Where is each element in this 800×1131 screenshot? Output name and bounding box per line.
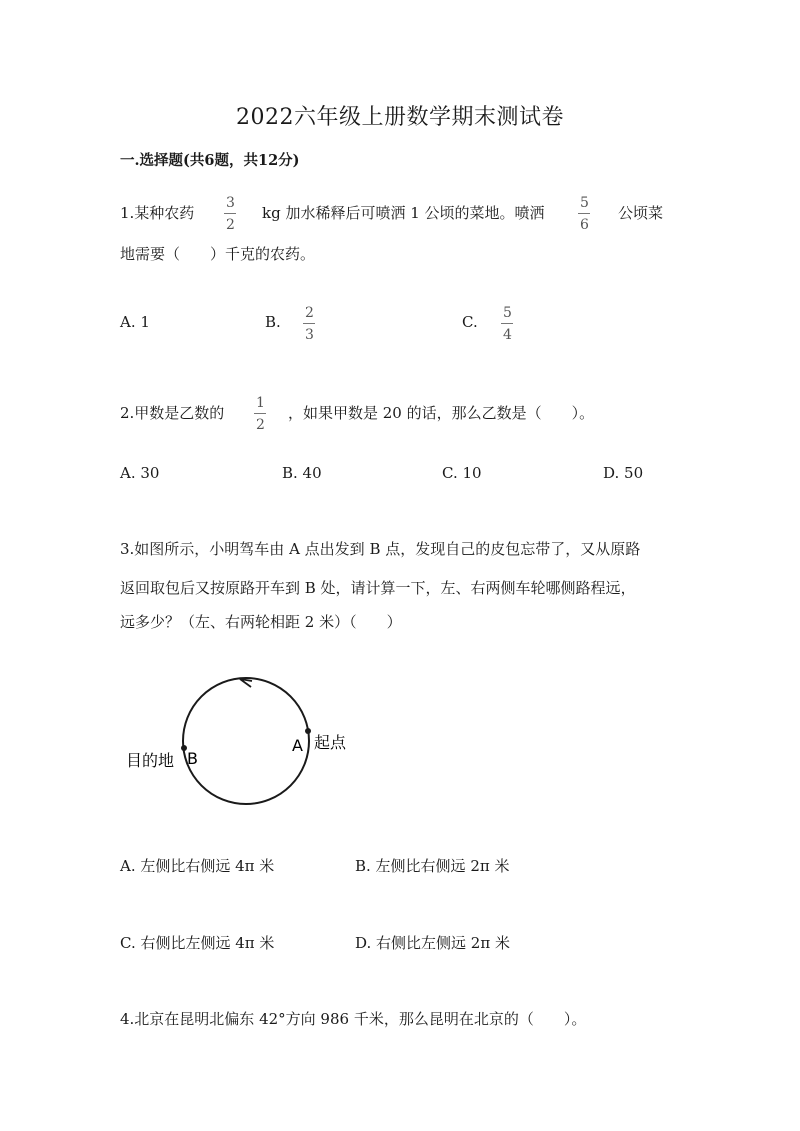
q1-text-line2: 地需要（ ）千克的农药。 (120, 245, 316, 263)
q1-fraction-1 (224, 196, 237, 232)
q1-optb-denominator: 3 (305, 327, 314, 343)
q1-text-part2: kg 加水稀释后可喷洒 1 公顷的菜地。喷洒 (262, 204, 545, 222)
q3-option-c[interactable]: C. 右侧比左侧远 4π 米 (120, 934, 275, 952)
q3-text-line2: 返回取包后又按原路开车到 B 处，请计算一下，左、右两侧车轮哪侧路程远， (120, 579, 636, 597)
circle-route (183, 678, 309, 804)
q1-frac1-denominator: 2 (226, 217, 235, 233)
q1-option-b-fraction (303, 306, 316, 342)
q3-option-b[interactable]: B. 左侧比右侧远 2π 米 (355, 857, 510, 875)
q4-text-line1: 4.北京在昆明北偏东 42°方向 986 千米，那么昆明在北京的（ ）。 (120, 1010, 587, 1028)
direction-arrow-icon (240, 679, 252, 687)
q1-option-c[interactable]: C. (462, 313, 478, 331)
q1-optc-numerator: 5 (503, 305, 512, 321)
q2-option-b[interactable]: B. 40 (282, 464, 322, 482)
q3-option-a[interactable]: A. 左侧比右侧远 4π 米 (120, 857, 275, 875)
q2-fraction (254, 396, 267, 432)
q2-frac-denominator: 2 (256, 417, 265, 433)
label-point-b: B (187, 749, 198, 768)
label-destination: 目的地 (126, 751, 175, 770)
point-a-dot (305, 728, 311, 734)
q2-option-c[interactable]: C. 10 (442, 464, 482, 482)
q2-text-part1: 2.甲数是乙数的 (120, 404, 225, 422)
q2-text-part2: ，如果甲数是 20 的话，那么乙数是（ ）。 (288, 404, 595, 422)
q1-frac1-numerator: 3 (226, 195, 235, 211)
section-heading: 一.选择题(共6题，共12分) (120, 152, 300, 169)
q1-option-c-fraction (501, 306, 514, 342)
q1-optb-numerator: 2 (305, 305, 314, 321)
q1-frac2-numerator: 5 (580, 195, 589, 211)
q1-frac2-denominator: 6 (580, 217, 589, 233)
label-start: 起点 (314, 733, 347, 752)
q2-frac-numerator: 1 (256, 395, 265, 411)
q3-text-line3: 远多少？（左、右两轮相距 2 米）（ ） (120, 613, 402, 631)
q3-text-line1: 3.如图所示，小明驾车由 A 点出发到 B 点，发现自己的皮包忘带了，又从原路 (120, 540, 641, 558)
q1-fraction-2 (578, 196, 591, 232)
q2-option-d[interactable]: D. 50 (603, 464, 644, 482)
q1-text-part3: 公顷菜 (618, 204, 664, 222)
q1-option-b[interactable]: B. (265, 313, 281, 331)
circle-route-figure (120, 665, 380, 815)
q3-option-d[interactable]: D. 右侧比左侧远 2π 米 (355, 934, 510, 952)
page-title: 2022六年级上册数学期末测试卷 (236, 105, 564, 130)
q1-text-part1: 1.某种农药 (120, 204, 195, 222)
q1-option-a[interactable]: A. 1 (120, 313, 150, 331)
label-point-a: A (292, 736, 303, 755)
q1-optc-denominator: 4 (503, 327, 512, 343)
q2-option-a[interactable]: A. 30 (120, 464, 160, 482)
